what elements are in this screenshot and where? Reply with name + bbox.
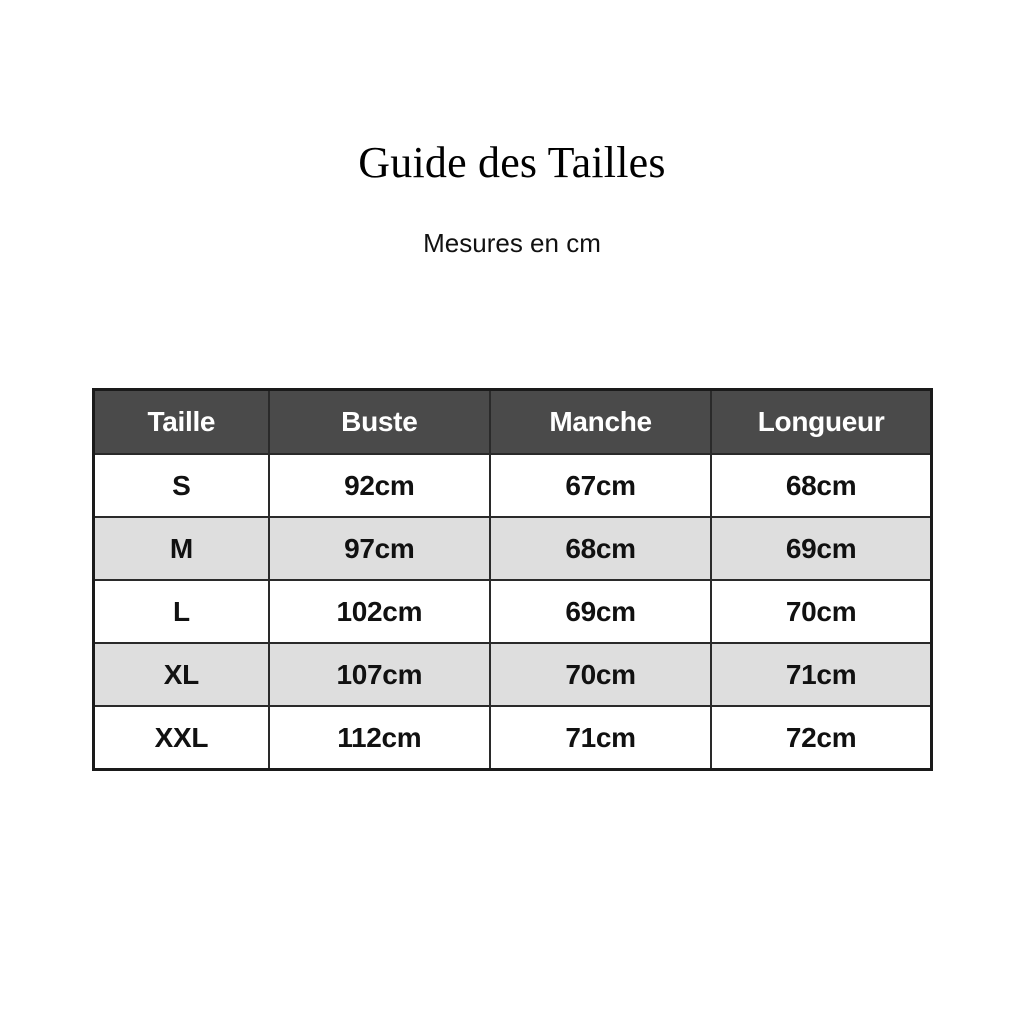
cell-longueur: 71cm	[711, 643, 931, 706]
cell-manche: 67cm	[490, 454, 711, 517]
column-header-manche: Manche	[490, 390, 711, 455]
cell-buste: 102cm	[269, 580, 490, 643]
page-subtitle: Mesures en cm	[423, 228, 601, 258]
cell-taille: XL	[94, 643, 269, 706]
cell-manche: 71cm	[490, 706, 711, 770]
column-header-longueur: Longueur	[711, 390, 931, 455]
column-header-taille: Taille	[94, 390, 269, 455]
cell-longueur: 70cm	[711, 580, 931, 643]
cell-manche: 68cm	[490, 517, 711, 580]
column-header-buste: Buste	[269, 390, 490, 455]
table-row	[94, 706, 932, 770]
table-row	[94, 517, 932, 580]
cell-buste: 97cm	[269, 517, 490, 580]
cell-longueur: 68cm	[711, 454, 931, 517]
cell-manche: 70cm	[490, 643, 711, 706]
cell-buste: 92cm	[269, 454, 490, 517]
cell-buste: 112cm	[269, 706, 490, 770]
cell-buste: 107cm	[269, 643, 490, 706]
cell-longueur: 69cm	[711, 517, 931, 580]
cell-taille: M	[94, 517, 269, 580]
table-row	[94, 580, 932, 643]
table-row	[94, 454, 932, 517]
page-title: Guide des Tailles	[358, 138, 666, 187]
cell-manche: 69cm	[490, 580, 711, 643]
cell-taille: L	[94, 580, 269, 643]
cell-taille: S	[94, 454, 269, 517]
table-row	[94, 643, 932, 706]
cell-longueur: 72cm	[711, 706, 931, 770]
cell-taille: XXL	[94, 706, 269, 770]
table-header-row	[94, 390, 932, 455]
size-chart-table	[92, 388, 933, 771]
